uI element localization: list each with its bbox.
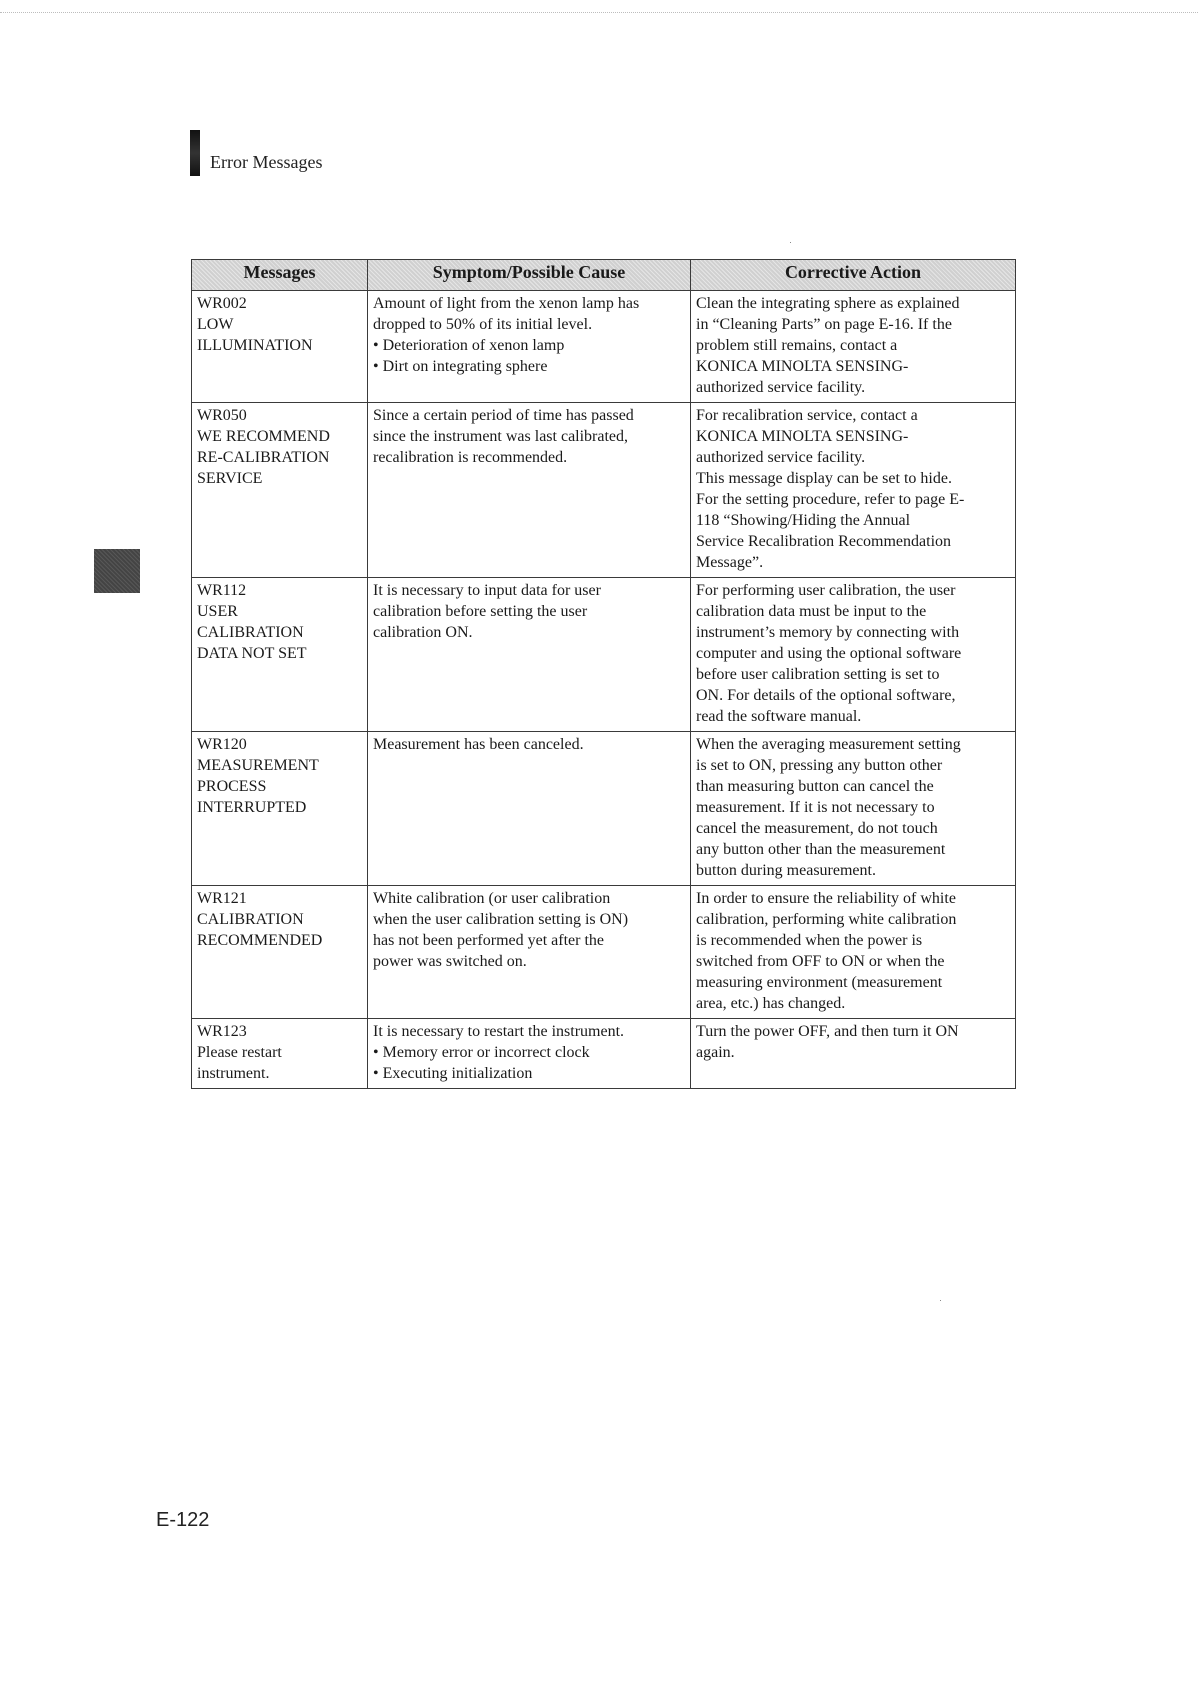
action-cell — [691, 732, 1016, 886]
cause-cell — [368, 578, 691, 732]
action-line: any button other than the measurement — [696, 841, 946, 858]
cause-cell — [368, 732, 691, 886]
message-text-line: CALIBRATION — [197, 624, 304, 641]
action-line: read the software manual. — [696, 708, 862, 725]
error-messages-table — [191, 259, 1016, 1089]
action-cell — [691, 886, 1016, 1019]
action-line: switched from OFF to ON or when the — [696, 953, 945, 970]
table-row — [192, 578, 1016, 732]
action-line: Message”. — [696, 554, 764, 571]
action-line: button during measurement. — [696, 862, 876, 879]
message-text-line: RE-CALIBRATION — [197, 449, 330, 466]
section-marker-bar — [190, 130, 200, 176]
column-header-corrective-action: Corrective Action — [691, 260, 1016, 291]
action-line: Turn the power OFF, and then turn it ON — [696, 1023, 959, 1040]
action-line: is recommended when the power is — [696, 932, 923, 949]
message-code: WR120 — [197, 736, 247, 753]
action-cell — [691, 291, 1016, 403]
action-line: again. — [696, 1044, 735, 1061]
scan-speck — [940, 1300, 941, 1301]
cause-cell — [368, 403, 691, 578]
message-text-line: MEASUREMENT — [197, 757, 319, 774]
message-text-line: LOW — [197, 316, 234, 333]
action-line: problem still remains, contact a — [696, 337, 898, 354]
action-line: ON. For details of the optional software, — [696, 687, 956, 704]
action-line: Service Recalibration Recommendation — [696, 533, 952, 550]
cause-line: It is necessary to input data for user — [373, 582, 601, 599]
action-line: 118 “Showing/Hiding the Annual — [696, 512, 911, 529]
action-line: than measuring button can cancel the — [696, 778, 934, 795]
message-cell — [192, 1019, 368, 1089]
action-line: This message display can be set to hide. — [696, 470, 952, 487]
cause-bullet: • Deterioration of xenon lamp — [373, 335, 685, 356]
cause-cell — [368, 1019, 691, 1089]
cause-line: calibration before setting the user — [373, 603, 588, 620]
table-row — [192, 732, 1016, 886]
message-text-line: INTERRUPTED — [197, 799, 307, 816]
action-cell — [691, 1019, 1016, 1089]
cause-line: dropped to 50% of its initial level. — [373, 316, 593, 333]
page-number: E-122 — [156, 1509, 210, 1531]
action-cell — [691, 578, 1016, 732]
action-line: For recalibration service, contact a — [696, 407, 918, 424]
scan-top-edge — [0, 12, 1198, 13]
action-line: KONICA MINOLTA SENSING- — [696, 428, 909, 445]
cause-line: recalibration is recommended. — [373, 449, 568, 466]
cause-line: Measurement has been canceled. — [373, 736, 584, 753]
message-cell — [192, 732, 368, 886]
message-code: WR121 — [197, 890, 247, 907]
cause-line: Since a certain period of time has passed — [373, 407, 634, 424]
message-text-line: instrument. — [197, 1065, 270, 1082]
cause-bullet: • Dirt on integrating sphere — [373, 356, 685, 377]
cause-line: when the user calibration setting is ON) — [373, 911, 629, 928]
message-code: WR002 — [197, 295, 247, 312]
action-line: For the setting procedure, refer to page E- — [696, 491, 965, 508]
scan-speck — [790, 242, 791, 243]
message-text-line: Please restart — [197, 1044, 282, 1061]
message-code: WR050 — [197, 407, 247, 424]
action-line: measurement. If it is not necessary to — [696, 799, 935, 816]
column-header-messages: Messages — [192, 260, 368, 291]
action-line: computer and using the optional software — [696, 645, 962, 662]
table-row — [192, 291, 1016, 403]
action-line: is set to ON, pressing any button other — [696, 757, 943, 774]
action-line: instrument’s memory by connecting with — [696, 624, 960, 641]
section-title: Error Messages — [210, 152, 323, 172]
action-line: calibration, performing white calibration — [696, 911, 957, 928]
cause-cell — [368, 291, 691, 403]
table-row — [192, 1019, 1016, 1089]
table-row — [192, 403, 1016, 578]
cause-bullet: • Memory error or incorrect clock — [373, 1042, 685, 1063]
cause-line: power was switched on. — [373, 953, 527, 970]
cause-line: since the instrument was last calibrated, — [373, 428, 629, 445]
column-header-symptom: Symptom/Possible Cause — [368, 260, 691, 291]
cause-line: has not been performed yet after the — [373, 932, 605, 949]
cause-line: White calibration (or user calibration — [373, 890, 611, 907]
cause-line: Amount of light from the xenon lamp has — [373, 295, 640, 312]
action-line: cancel the measurement, do not touch — [696, 820, 938, 837]
action-line: In order to ensure the reliability of white — [696, 890, 956, 907]
message-code: WR112 — [197, 582, 247, 599]
message-cell — [192, 403, 368, 578]
action-line: When the averaging measurement setting — [696, 736, 961, 753]
action-line: measuring environment (measurement — [696, 974, 943, 991]
message-code: WR123 — [197, 1023, 247, 1040]
chapter-tab-marker — [94, 549, 140, 593]
table-header-row — [192, 260, 1016, 291]
cause-bullet: • Executing initialization — [373, 1063, 685, 1084]
action-line: in “Cleaning Parts” on page E-16. If the — [696, 316, 952, 333]
table-row — [192, 886, 1016, 1019]
message-cell — [192, 886, 368, 1019]
cause-line: It is necessary to restart the instrument. — [373, 1023, 625, 1040]
action-line: calibration data must be input to the — [696, 603, 927, 620]
message-text-line: PROCESS — [197, 778, 267, 795]
action-line: before user calibration setting is set to — [696, 666, 940, 683]
action-line: area, etc.) has changed. — [696, 995, 846, 1012]
message-text-line: RECOMMENDED — [197, 932, 323, 949]
cause-cell — [368, 886, 691, 1019]
message-text-line: CALIBRATION — [197, 911, 304, 928]
action-line: KONICA MINOLTA SENSING- — [696, 358, 909, 375]
cause-line: calibration ON. — [373, 624, 473, 641]
action-line: Clean the integrating sphere as explained — [696, 295, 960, 312]
action-line: authorized service facility. — [696, 449, 866, 466]
message-text-line: DATA NOT SET — [197, 645, 307, 662]
action-line: authorized service facility. — [696, 379, 866, 396]
action-line: For performing user calibration, the user — [696, 582, 956, 599]
message-text-line: SERVICE — [197, 470, 263, 487]
message-text-line: USER — [197, 603, 238, 620]
action-cell — [691, 403, 1016, 578]
message-cell — [192, 291, 368, 403]
message-text-line: WE RECOMMEND — [197, 428, 330, 445]
message-cell — [192, 578, 368, 732]
message-text-line: ILLUMINATION — [197, 337, 313, 354]
